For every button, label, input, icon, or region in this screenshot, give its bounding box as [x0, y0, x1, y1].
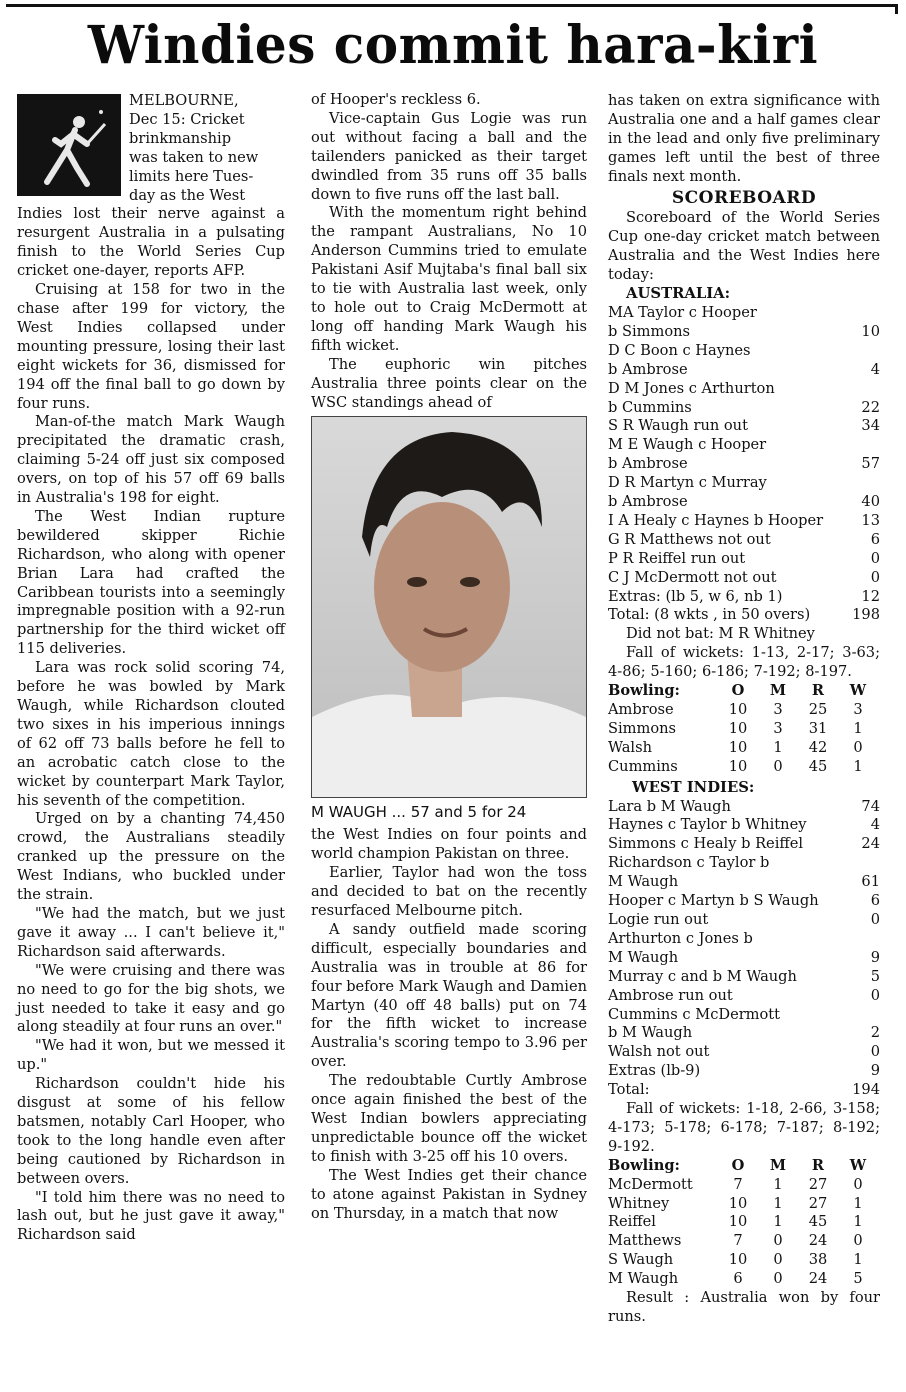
batting-row [608, 436, 880, 455]
bowling-figure: 24 [808, 1270, 828, 1288]
bowling-figure: 1 [853, 1194, 863, 1212]
west-indies-fall-of-wickets: Fall of wickets: 1-18, 2-66, 3-158; 4-173; 5-178; 6-178; 7-187; 8-192; 9-192. [608, 1100, 880, 1155]
portrait-illustration [312, 417, 586, 797]
article-paragraph: "We had the match, but we just gave it away ... I can't believe it," Richardson said afterwards. [17, 904, 285, 960]
bowling-figure: 1 [773, 1194, 783, 1212]
batsman-runs: 24 [861, 835, 880, 853]
article-paragraph: "I told him there was no need to lash out, but he just gave it away," Richardson said [17, 1188, 285, 1244]
bowling-figure: 1 [853, 1251, 863, 1269]
batting-row-cont [608, 455, 880, 474]
batting-row-cont [608, 323, 880, 342]
column-1 [17, 92, 285, 1245]
batsman-dismissal-cont: b Ambrose [608, 493, 688, 511]
article-paragraph: Lara was rock solid scoring 74, before he was bowled by Mark Waugh, while Richardson clouted two sixes in his imperious innings of 62 off 73 balls before he fell to an acrobatic catch close to the wicket by counterpart Mark Taylor, his seventh of the competition. [17, 659, 285, 809]
bowling-figure: 0 [773, 1251, 783, 1269]
scoreboard-title: SCOREBOARD [671, 187, 817, 208]
batting-row [608, 987, 880, 1006]
bowling-figure: 1 [853, 1213, 863, 1231]
bowling-row [608, 1195, 878, 1214]
batting-row [608, 1081, 880, 1100]
column-3-intro: has taken on extra significance with Australia one and a half games clear in the lead and only five preliminary games left until the best of three finals next month. [608, 92, 880, 185]
bowling-figure: 0 [853, 738, 863, 756]
bowling-figure: 10 [728, 738, 748, 756]
batting-row-cont [608, 873, 880, 892]
bowling-figure: 1 [853, 719, 863, 737]
batsman-dismissal: Ambrose run out [608, 986, 733, 1004]
bowler-name: McDermott [608, 1175, 693, 1193]
batsman-runs: 9 [870, 948, 880, 966]
bowling-figure: 0 [773, 1232, 783, 1250]
batting-row [608, 474, 880, 493]
bowling-figure: 45 [808, 1213, 828, 1231]
article-paragraph: of Hooper's reckless 6. [311, 91, 481, 108]
article-paragraph: "We had it won, but we messed it up." [17, 1037, 285, 1074]
batsman-dismissal: C J McDermott not out [608, 568, 777, 586]
batsman-runs: 0 [870, 910, 880, 928]
bowling-figure: 1 [773, 738, 783, 756]
bowling-figure: 24 [808, 1232, 828, 1250]
australia-batting [608, 304, 880, 625]
bowling-figure: 0 [773, 757, 783, 775]
batting-row [608, 417, 880, 436]
column-3 [608, 92, 880, 1327]
batsman-runs: 4 [870, 816, 880, 834]
batsman-dismissal: D M Jones c Arthurton [608, 379, 775, 397]
batting-row [608, 930, 880, 949]
player-photo [311, 416, 587, 798]
bowling-figure: 7 [733, 1232, 743, 1250]
batsman-dismissal: Hooper c Martyn b S Waugh [608, 892, 819, 910]
bowling-column-head: O [731, 1156, 745, 1174]
west-indies-heading: WEST INDIES: [632, 778, 755, 796]
batsman-dismissal-cont: b Ambrose [608, 455, 688, 473]
article-paragraph: A sandy outfield made scoring difficult, especially boundaries and Australia was in trouble at 86 for four before Mark Waugh and Damien Martyn (40 off 48 balls) put on 74 for the fifth wicket to increase Australia's scoring tempo to 3.96 per over. [311, 920, 587, 1071]
article-paragraph: With the momentum right behind the rampant Australians, No 10 Anderson Cummins tried to emulate Pakistani Asif Mujtaba's final ball six to tie with Australia last week, only to hole out to Craig McDermott at long off handing Mark Waugh his fifth wicket. [311, 204, 587, 354]
bowling-figure: 38 [808, 1251, 828, 1269]
batsman-dismissal: Simmons c Healy b Reiffel [608, 835, 804, 853]
bowler-name: Whitney [608, 1194, 670, 1212]
article-paragraph: Man-of-the match Mark Waugh precipitated the dramatic crash, claiming 5-24 off just six composed overs, on top of his 57 off 69 balls in Australia's 198 for eight. [17, 413, 285, 507]
article-paragraph: The euphoric win pitches Australia three points clear on the WSC standings ahead of [311, 355, 587, 411]
batting-row [608, 304, 880, 323]
bowling-figure: 27 [808, 1175, 828, 1193]
batsman-runs: 0 [870, 549, 880, 567]
dateline-line: MELBOURNE, [129, 92, 239, 109]
bowling-column-head: O [731, 682, 745, 700]
scoreboard-intro: Scoreboard of the World Series Cup one-day cricket match between Australia and the West Indies here today: [608, 209, 880, 284]
bowling-label: Bowling: [608, 682, 680, 700]
batsman-runs: 5 [870, 967, 880, 985]
bowling-header-row [608, 1157, 878, 1176]
batsman-dismissal: Total: (8 wkts , in 50 overs) [608, 606, 811, 624]
column-1-paragraphs [17, 281, 285, 1245]
bowling-column-head: W [849, 682, 867, 700]
bowling-figure: 42 [808, 738, 828, 756]
bowler-name: S Waugh [608, 1251, 674, 1269]
column-2-bottom-paragraphs [311, 826, 587, 1223]
batting-row [608, 816, 880, 835]
batsman-dismissal: D R Martyn c Murray [608, 474, 767, 492]
batting-row [608, 531, 880, 550]
bowling-figure: 10 [728, 1213, 748, 1231]
bowling-figure: 5 [853, 1270, 863, 1288]
batsman-dismissal: Walsh not out [608, 1043, 710, 1061]
bowler-name: Matthews [608, 1232, 682, 1250]
dateline-line: limits here Tues- [129, 167, 254, 185]
batsman-runs: 34 [861, 417, 880, 435]
batting-row [608, 380, 880, 399]
batting-row [608, 588, 880, 607]
bowler-name: M Waugh [608, 1270, 679, 1288]
match-result: Result : Australia won by four runs. [608, 1289, 880, 1325]
bowling-row [608, 1270, 878, 1289]
bowling-figure: 31 [808, 719, 828, 737]
bowling-row [608, 1232, 878, 1251]
bowling-figure: 1 [853, 757, 863, 775]
batsman-dismissal-cont: b Simmons [608, 322, 690, 340]
batsman-dismissal: G R Matthews not out [608, 530, 771, 548]
batsman-dismissal: Lara b M Waugh [608, 797, 731, 815]
batting-row [608, 798, 880, 817]
bowling-row [608, 758, 878, 777]
batsman-dismissal: Murray c and b M Waugh [608, 967, 797, 985]
batsman-runs: 0 [870, 1043, 880, 1061]
batsman-dismissal: Cummins c McDermott [608, 1005, 781, 1023]
bowler-name: Ambrose [608, 701, 674, 718]
bowling-figure: 1 [773, 1213, 783, 1231]
batsman-runs: 57 [861, 455, 880, 473]
west-indies-batting [608, 798, 880, 1101]
bowling-figure: 10 [728, 701, 748, 718]
bowling-figure: 25 [808, 701, 828, 718]
batsman-runs: 10 [861, 322, 880, 340]
article-paragraph: Richardson couldn't hide his disgust at some of his fellow batsmen, notably Carl Hooper, who took to the long handle even after being cautioned by Richardson in between overs. [17, 1075, 285, 1187]
bowling-figure: 0 [853, 1232, 863, 1250]
batsman-dismissal-cont: b Ambrose [608, 360, 688, 378]
article-paragraph: Vice-captain Gus Logie was run out without facing a ball and the tailenders panicked as their target dwindled from 35 runs off 35 balls down to five runs off the last ball. [311, 109, 587, 203]
batsman-runs: 6 [870, 892, 880, 910]
batsman-dismissal: MA Taylor c Hooper [608, 303, 757, 321]
column-2-top-paragraphs [311, 91, 587, 412]
bowling-figure: 27 [808, 1194, 828, 1212]
bowling-figure: 1 [773, 1175, 783, 1193]
batting-row [608, 892, 880, 911]
batting-row [608, 550, 880, 569]
batsman-dismissal: Extras (lb-9) [608, 1062, 701, 1080]
bowling-column-head: M [769, 1156, 787, 1174]
batsman-dismissal-cont: b Cummins [608, 398, 692, 416]
bowling-header-row [608, 682, 878, 701]
batsman-dismissal: M E Waugh c Hooper [608, 436, 767, 454]
bowling-row [608, 720, 878, 739]
bowling-column-head: M [769, 682, 787, 700]
batsman-runs: 12 [861, 587, 880, 605]
bowler-name: Simmons [608, 719, 677, 737]
article-paragraph: Cruising at 158 for two in the chase after 199 for victory, the West Indies collapsed under mounting pressure, losing their last eight wickets for 36, dismissed for 194 off the final ball to go down by four runs. [17, 281, 285, 412]
headline: Windies commit hara-kiri [87, 13, 819, 76]
cricket-logo-icon [17, 94, 121, 196]
batsman-dismissal: Arthurton c Jones b [608, 929, 753, 947]
photo-caption: M WAUGH ... 57 and 5 for 24 [311, 803, 527, 822]
article-paragraph: "We were cruising and there was no need to go for the big shots, we just needed to take it easy and go along steadily at four runs an over." [17, 961, 285, 1036]
batsman-dismissal-cont: M Waugh [608, 948, 679, 966]
batsman-runs: 194 [852, 1081, 880, 1099]
batsman-runs: 22 [861, 398, 880, 416]
australia-bowling-table [608, 1157, 878, 1289]
batting-row [608, 569, 880, 588]
bowling-figure: 3 [773, 719, 783, 737]
batting-row [608, 606, 880, 625]
batsman-runs: 9 [870, 1062, 880, 1080]
bowling-figure: 10 [728, 1194, 748, 1212]
batsman-dismissal: D C Boon c Haynes [608, 341, 751, 359]
west-indies-bowling-table [608, 682, 878, 777]
bowling-figure: 0 [773, 1270, 783, 1288]
batsman-runs: 2 [870, 1024, 880, 1042]
article-paragraph: Earlier, Taylor had won the toss and decided to bat on the recently resurfaced Melbourne pitch. [311, 864, 587, 920]
bowling-row [608, 1176, 878, 1195]
lead-paragraph-rest: Indies lost their nerve against a resurgent Australia in a pulsating finish to the World Series Cup cricket one-dayer, reports AFP. [17, 205, 285, 280]
australia-fall-of-wickets: Fall of wickets: 1-13, 2-17; 3-63; 4-86; 5-160; 6-186; 7-192; 8-197. [608, 644, 880, 681]
batsman-dismissal: Extras: (lb 5, w 6, nb 1) [608, 587, 783, 605]
article-paragraph: The West Indies get their chance to atone against Pakistan in Sydney on Thursday, in a match that now [311, 1166, 587, 1222]
article-paragraph: the West Indies on four points and world champion Pakistan on three. [311, 826, 587, 863]
batsman-runs: 6 [870, 530, 880, 548]
top-rule [6, 4, 896, 7]
bowling-column-head: R [811, 682, 825, 700]
australia-did-not-bat: Did not bat: M R Whitney [626, 625, 815, 643]
bowling-figure: 0 [853, 1175, 863, 1193]
batsman-runs: 0 [870, 986, 880, 1004]
australia-heading: AUSTRALIA: [626, 285, 731, 303]
bowling-row [608, 739, 878, 758]
batting-row-cont [608, 399, 880, 418]
batsman-runs: 13 [861, 511, 880, 529]
batting-row [608, 911, 880, 930]
batsman-runs: 61 [861, 873, 880, 891]
batsman-runs: 74 [861, 797, 880, 815]
batting-row [608, 968, 880, 987]
article-paragraph: The West Indian rupture bewildered skipper Richie Richardson, who along with opener Brian Lara had crafted the Caribbean tourists into a seemingly impregnable position with a 92-run partnership for the third wicket off 115 deliveries. [17, 507, 285, 658]
batting-row [608, 854, 880, 873]
batsman-dismissal: Total: [608, 1081, 650, 1099]
batsman-runs: 0 [870, 568, 880, 586]
bowling-figure: 3 [773, 701, 783, 718]
batsman-dismissal: Haynes c Taylor b Whitney [608, 816, 807, 834]
batting-row-cont [608, 361, 880, 380]
batsman-dismissal: Logie run out [608, 910, 709, 928]
batting-row [608, 342, 880, 361]
batting-row [608, 1006, 880, 1025]
batsman-runs: 4 [870, 360, 880, 378]
bowling-figure: 7 [733, 1175, 743, 1193]
bowling-figure: 10 [728, 719, 748, 737]
bowler-name: Cummins [608, 757, 678, 775]
batsman-dismissal: Richardson c Taylor b [608, 854, 770, 872]
bowling-row [608, 701, 878, 720]
batting-row [608, 1062, 880, 1081]
batting-row-cont [608, 493, 880, 512]
batsman-dismissal-cont: b M Waugh [608, 1024, 693, 1042]
dateline-line: brinkmanship [129, 129, 232, 147]
dateline-line: was taken to new [129, 148, 259, 166]
batsman-dismissal: S R Waugh run out [608, 417, 748, 435]
bowling-figure: 3 [853, 701, 863, 718]
article-paragraph: The redoubtable Curtly Ambrose once again finished the best of the West Indian bowlers appreciating unpredictable bounce off the wicket to finish with 3-25 off his 10 overs. [311, 1072, 587, 1165]
bowler-name: Walsh [608, 738, 652, 756]
bowling-column-head: R [811, 1156, 825, 1174]
batsman-runs: 198 [852, 606, 880, 624]
batting-row-cont [608, 949, 880, 968]
bowling-row [608, 1213, 878, 1232]
batsman-dismissal-cont: M Waugh [608, 873, 679, 891]
batting-row [608, 512, 880, 531]
bowling-figure: 10 [728, 1251, 748, 1269]
bowling-row [608, 1251, 878, 1270]
dateline-line: day as the West [129, 186, 246, 204]
bowling-figure: 45 [808, 757, 828, 775]
column-2 [311, 91, 587, 1223]
batsman-runs: 40 [861, 493, 880, 511]
article-paragraph: Urged on by a chanting 74,450 crowd, the Australians steadily cranked up the pressure on the West Indians, who buckled under the strain. [17, 810, 285, 904]
batsman-dismissal: I A Healy c Haynes b Hooper [608, 511, 824, 529]
bowling-label: Bowling: [608, 1156, 680, 1174]
bowling-figure: 6 [733, 1270, 743, 1288]
batsman-dismissal: P R Reiffel run out [608, 549, 746, 567]
batting-row [608, 1043, 880, 1062]
bowler-name: Reiffel [608, 1213, 656, 1231]
dateline-line: Dec 15: Cricket [129, 110, 245, 128]
bowling-figure: 10 [728, 757, 748, 775]
batting-row [608, 835, 880, 854]
bowling-column-head: W [849, 1156, 867, 1174]
batting-row-cont [608, 1024, 880, 1043]
